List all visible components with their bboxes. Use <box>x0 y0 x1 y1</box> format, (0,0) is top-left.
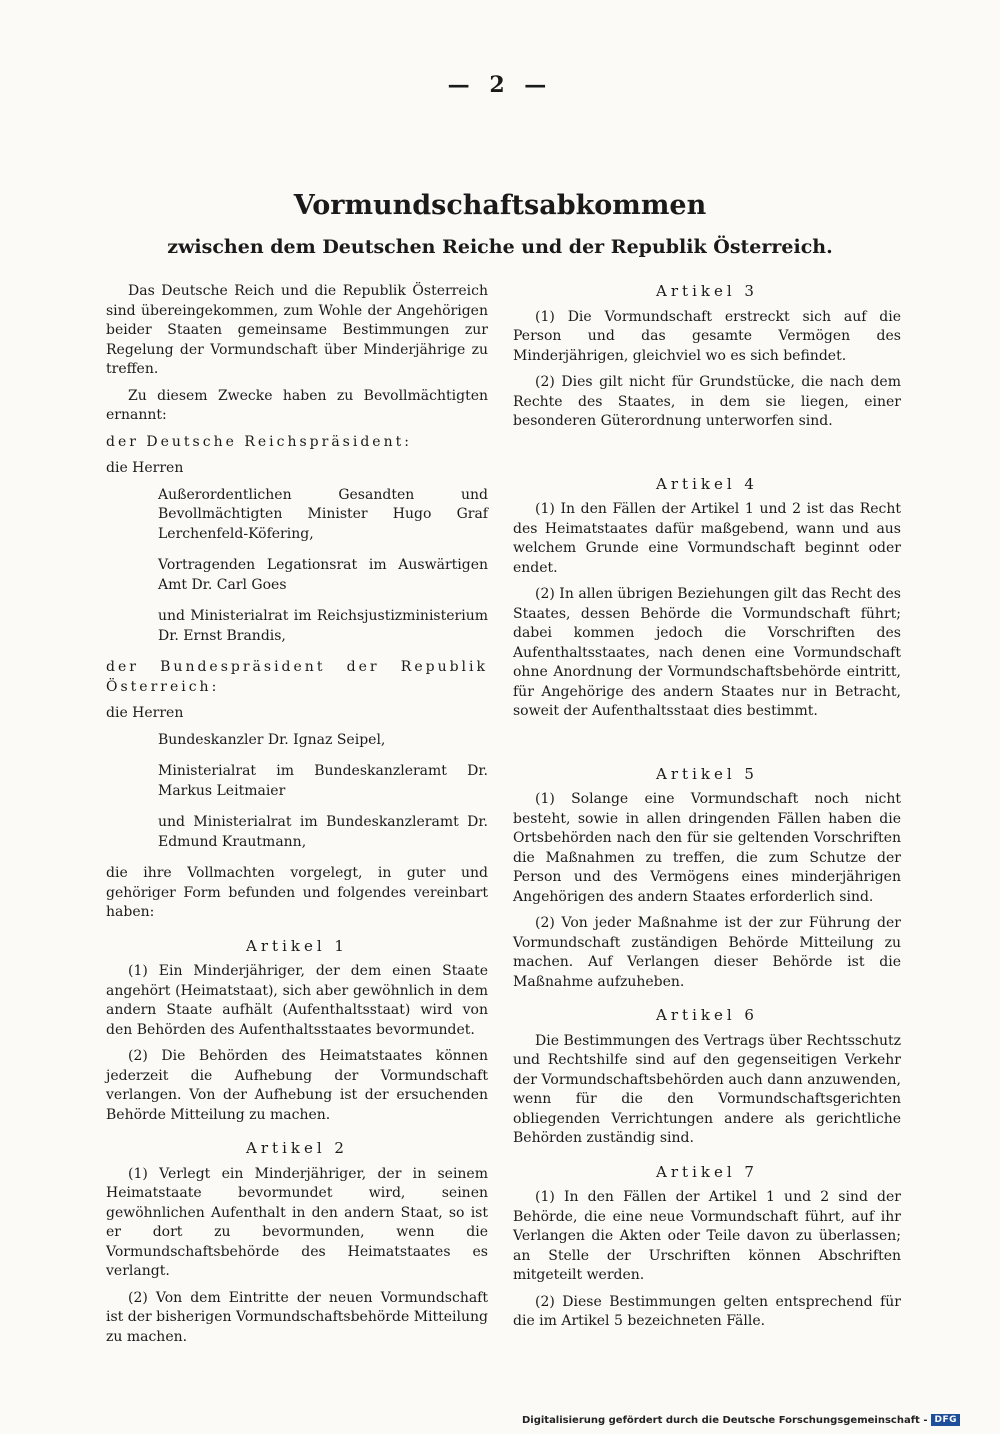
article-paragraph: (2) Von dem Eintritte der neuen Vormundschaft ist der bisherigen Vormundschaftsbehörde Mitteilung zu machen. <box>106 1289 488 1345</box>
article-heading: Artikel 3 <box>656 282 758 300</box>
plenipotentiary: Bundeskanzler Dr. Ignaz Seipel, <box>158 731 386 748</box>
article-paragraph: (2) Diese Bestimmungen gelten entsprechend für die im Artikel 5 bezeichneten Fälle. <box>513 1293 901 1329</box>
party-title: der Bundespräsident der Republik Österreich: <box>106 659 488 695</box>
article-paragraph: (2) Die Behörden des Heimatstaates können jederzeit die Aufhebung der Vormundschaft verlangen. Von der Aufhebung ist der ersuchenden Behörde Mitteilung zu machen. <box>106 1048 488 1123</box>
article-heading: Artikel 6 <box>656 1006 758 1024</box>
article-paragraph: (1) Ein Minderjähriger, der dem einen Staate angehört (Heimatstaat), sich aber gewöhnlich in dem andern Staate aufhält (Aufenthaltsstaat) wird von den Behörden des Aufenthaltsstaates bevormundet. <box>106 963 488 1038</box>
document-title: Vormundschaftsabkommen <box>293 190 707 221</box>
article-heading: Artikel 1 <box>246 936 348 955</box>
article-heading: Artikel 7 <box>656 1162 758 1181</box>
herren-label: die Herren <box>106 705 184 721</box>
article-paragraph: (1) Solange eine Vormundschaft noch nicht besteht, sowie in allen dringenden Fällen haben die Ortsbehörden nach den für sie geltenden Vorschriften die Maßnahmen zu treffen, die zum Schutze der Person und des Vermögens eines minderjährigen Angehörigen des andern Staates erforderlich sind. <box>513 791 901 905</box>
preamble-paragraph: Zu diesem Zwecke haben zu Bevollmächtigten ernannt: <box>106 387 488 423</box>
article-paragraph: (1) In den Fällen der Artikel 1 und 2 ist das Recht des Heimatstaates dafür maßgebend, wann und aus welchem Grunde eine Vormundschaft beginnt oder endet. <box>513 501 901 576</box>
article-paragraph: Die Bestimmungen des Vertrags über Rechtsschutz und Rechtshilfe sind auf den gegenseitigen Verkehr der Vormundschaftsbehörden auch dann anzuwenden, wenn für die den Vormundschaftsgerichten obliegenden Verrichtungen andere als gerichtliche Behörden zuständig sind. <box>513 1032 901 1146</box>
left-column <box>106 282 488 1354</box>
article-paragraph: (1) Die Vormundschaft erstreckt sich auf die Person und das gesamte Vermögen des Minderjährigen, gleichviel wo es sich befindet. <box>513 308 901 364</box>
plenipotentiary: Ministerialrat im Bundeskanzleramt Dr. Markus Leitmaier <box>158 763 488 799</box>
article-paragraph: (2) Dies gilt nicht für Grundstücke, die nach dem Rechte des Staates, in dem sie liegen, einer besonderen Güterordnung unterworfen sind. <box>513 374 901 429</box>
plenipotentiary: und Ministerialrat im Bundeskanzleramt Dr. Edmund Krautmann, <box>158 814 488 850</box>
article-heading: Artikel 4 <box>656 474 758 493</box>
article-heading: Artikel 5 <box>656 764 758 783</box>
plenipotentiary: und Ministerialrat im Reichsjustizministerium Dr. Ernst Brandis, <box>158 608 488 644</box>
digitization-footer <box>522 1414 960 1426</box>
article-paragraph: (1) Verlegt ein Minderjähriger, der in seinem Heimatstaate bevormundet wird, seinen gewöhnlichen Aufenthalt in den andern Staat, so ist er dort zu bevormunden, wenn die Vormundschaftsbehörde des Heimatstaates es verlangt. <box>106 1165 488 1279</box>
document-subtitle: zwischen dem Deutschen Reiche und der Republik Österreich. <box>167 236 833 258</box>
right-column <box>513 282 901 1339</box>
page-number: — 2 — <box>447 72 553 98</box>
dfg-logo: DFG <box>931 1414 960 1426</box>
preamble-paragraph: Das Deutsche Reich und die Republik Österreich sind übereingekommen, zum Wohle der Angehörigen beider Staaten gemeinsame Bestimmungen zur Regelung der Vormundschaft über Minderjährige zu treffen. <box>106 283 488 377</box>
plenipotentiary: Außerordentlichen Gesandten und Bevollmächtigten Minister Hugo Graf Lerchenfeld-Köfering, <box>158 486 488 542</box>
article-paragraph: (2) Von jeder Maßnahme ist der zur Führung der Vormundschaft zuständigen Behörde Mitteilung zu machen. Auf Verlangen dieser Behörde ist die Maßnahme aufzuheben. <box>513 915 901 990</box>
article-paragraph: (1) In den Fällen der Artikel 1 und 2 sind der Behörde, die eine neue Vormundschaft führt, auf ihr Verlangen die Akten oder Teile davon zu überlassen; an Stelle der Urschriften können Abschriften mitgeteilt werden. <box>513 1189 901 1283</box>
herren-label: die Herren <box>106 460 184 476</box>
footer-text: Digitalisierung gefördert durch die Deutsche Forschungsgemeinschaft - <box>521 1414 928 1426</box>
party-title: der Deutsche Reichspräsident: <box>106 433 412 450</box>
plenipotentiary: Vortragenden Legationsrat im Auswärtigen Amt Dr. Carl Goes <box>158 557 488 593</box>
article-heading: Artikel 2 <box>246 1139 348 1157</box>
article-paragraph: (2) In allen übrigen Beziehungen gilt das Recht des Staates, dessen Behörde die Vormundschaft führt; dabei kommen jedoch die Vorschriften des Aufenthaltsstaates, nach denen eine Vormundschaft ohne Anordnung der Vormundschaftsbehörde eintritt, für Angehörige des andern Staates nur in Betracht, soweit der Aufenthaltsstaat dies bestimmt. <box>513 586 901 719</box>
closing-paragraph: die ihre Vollmachten vorgelegt, in guter und gehöriger Form befunden und folgendes vereinbart haben: <box>106 865 488 920</box>
